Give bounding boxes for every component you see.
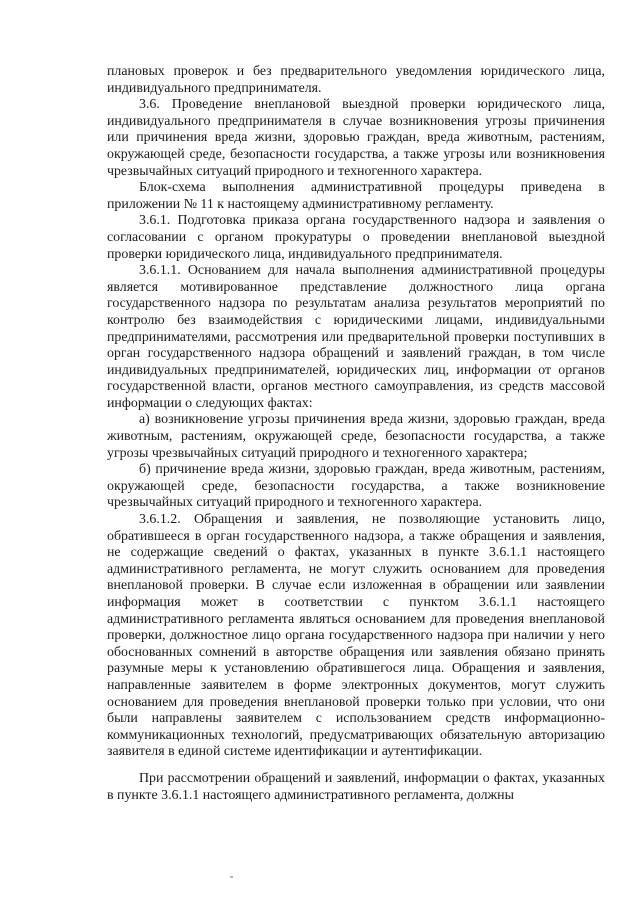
paragraph-block-scheme: Блок-схема выполнения административной процедуры приведена в приложении № 11 к настоящему административному регламенту. xyxy=(107,180,605,212)
paragraph-3-6-1-1: 3.6.1.1. Основанием для начала выполнения административной процедуры является мотивированное представление должностного лица органа государственного надзора по результатам анализа результатов мероприятий по контролю без взаимодействия с юридическими лицами, индивидуальными предпринимателями, рассмотрения или предварительной проверки поступивших в орган государственного надзора обращений и заявлений граждан, в том числе индивидуальных предпринимателей, юридических лиц, информации от органов государственной власти, органов местного самоуправления, из средств массовой информации о следующих фактах: xyxy=(107,263,605,411)
paragraph-continuation: плановых проверок и без предварительного уведомления юридического лица, индивидуального предпринимателя. xyxy=(107,64,605,96)
list-item-b: б) причинение вреда жизни, здоровью граждан, вреда животным, растениям, окружающей среде, безопасности государства, а также возникновение чрезвычайных ситуаций природного и техногенного характера. xyxy=(107,462,605,511)
scan-artifact xyxy=(230,876,233,878)
document-body xyxy=(107,64,605,804)
paragraph-3-6-1-2: 3.6.1.2. Обращения и заявления, не позволяющие установить лицо, обратившееся в орган государственного надзора, а также обращения и заявления, не содержащие сведений о фактах, указанных в пункте 3.6.1.1 настоящего административного регламента, не могут служить основанием для проведения внеплановой проверки. В случае если изложенная в обращении или заявлении информация может в соответствии с пунктом 3.6.1.1 настоящего административного регламента являться основанием для проведения внеплановой проверки, должностное лицо органа государственного надзора при наличии у него обоснованных сомнений в авторстве обращения или заявления обязано принять разумные меры к установлению обратившегося лица. Обращения и заявления, направленные заявителем в форме электронных документов, могут служить основанием для проведения внеплановой проверки только при условии, что они были направлены заявителем с использованием средств информационно-коммуникационных технологий, предусматривающих обязательную авторизацию заявителя в единой системе идентификации и аутентификации. xyxy=(107,512,605,760)
paragraph-final: При рассмотрении обращений и заявлений, информации о фактах, указанных в пункте 3.6.1.1 настоящего административного регламента, должны xyxy=(107,770,605,803)
paragraph-3-6: 3.6. Проведение внеплановой выездной проверки юридического лица, индивидуального предпринимателя в случае возникновения угрозы причинения или причинения вреда жизни, здоровью граждан, вреда животным, растениям, окружающей среде, безопасности государства, а также угрозы или возникновения чрезвычайных ситуаций природного и техногенного характера. xyxy=(107,97,605,179)
list-item-a: а) возникновение угрозы причинения вреда жизни, здоровью граждан, вреда животным, растениям, окружающей среде, безопасности государства, а также угрозы чрезвычайных ситуаций природного и техногенного характера; xyxy=(107,412,605,461)
paragraph-3-6-1: 3.6.1. Подготовка приказа органа государственного надзора и заявления о согласовании с органом прокуратуры о проведении внеплановой выездной проверки юридического лица, индивидуального предпринимателя. xyxy=(107,213,605,262)
